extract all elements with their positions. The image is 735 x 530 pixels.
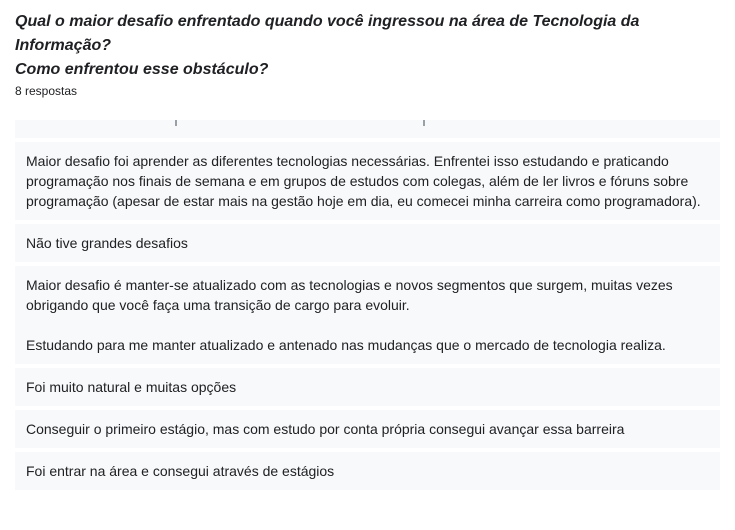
question-title-line1: Qual o maior desafio enfrentado quando você ingressou na área de Tecnologia da Informação? [15, 13, 640, 54]
response-text: Maior desafio foi aprender as diferentes tecnologias necessárias. Enfrentei isso estudando e praticando programação nos finais de semana e em grupos de estudos com colegas, além de ler livros e fóruns sobre programação (apesar de estar mais na gestão hoje em dia, eu comecei minha carreira como programadora). [26, 153, 701, 209]
response-text: Foi entrar na área e consegui através de estágios [26, 463, 335, 479]
response-item [15, 368, 720, 406]
question-title [15, 10, 715, 82]
response-item [15, 452, 720, 490]
response-item [15, 266, 720, 364]
clipped-response [15, 120, 720, 138]
responses-list[interactable] [15, 120, 720, 530]
response-text: Maior desafio é manter-se atualizado com as tecnologias e novos segmentos que surgem, muitas vezes obrigando que você faça uma transição de cargo para evoluir. [26, 277, 673, 313]
response-text: Conseguir o primeiro estágio, mas com estudo por conta própria consegui avançar essa barreira [26, 421, 625, 437]
response-text: Estudando para me manter atualizado e antenado nas mudanças que o mercado de tecnologia realiza. [26, 337, 666, 353]
response-item [15, 224, 720, 262]
response-item [15, 142, 720, 220]
response-text: Foi muito natural e muitas opções [26, 379, 237, 395]
response-count: 8 respostas [15, 84, 78, 98]
response-item [15, 410, 720, 448]
question-title-line2: Como enfrentou esse obstáculo? [15, 61, 269, 78]
response-text: Não tive grandes desafios [26, 235, 188, 251]
